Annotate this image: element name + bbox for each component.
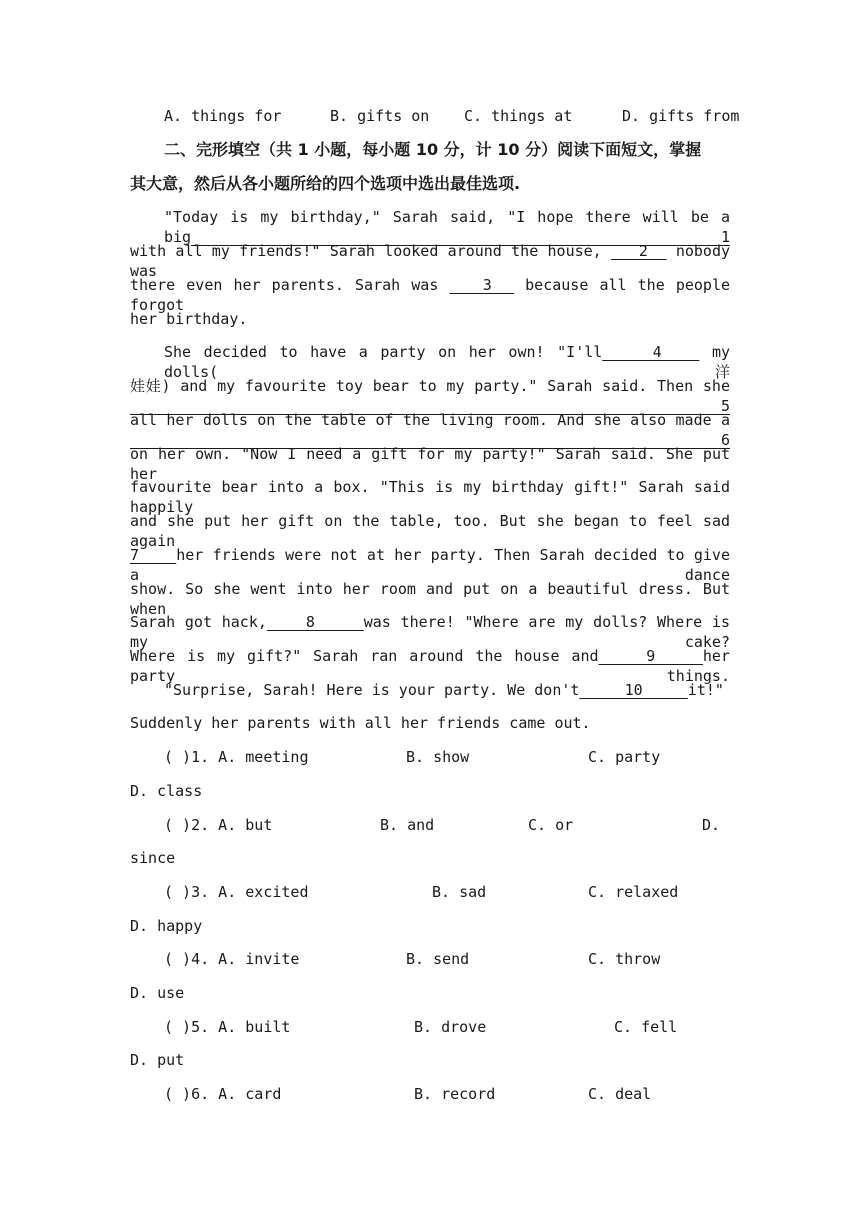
- option-d-text: since: [130, 849, 176, 867]
- passage-line: and she put her gift on the table, too. But she began to feel sad again: [130, 512, 730, 550]
- option-b: B. sad: [432, 883, 487, 901]
- passage-line: She decided to have a party on her own! "I'll 4 my dolls(洋: [164, 343, 730, 381]
- passage-line: all her dolls on the table of the living room. And she also made a 6: [130, 411, 730, 449]
- passage-line: with all my friends!" Sarah looked around the house, 2 nobody was: [130, 242, 731, 280]
- option-b: B. send: [406, 950, 470, 968]
- option-c: C. relaxed: [588, 883, 679, 901]
- option-c: C. party: [588, 748, 661, 766]
- option-c: C. or: [528, 816, 574, 834]
- blank-2: 2: [611, 242, 667, 260]
- option-b: B. show: [406, 748, 470, 766]
- question-number: ( )2. A. but: [164, 816, 273, 834]
- blank-1: 1: [191, 228, 730, 246]
- option-d: D.: [702, 816, 721, 834]
- passage-line: "Surprise, Sarah! Here is your party. We don't 10 it!": [164, 681, 724, 699]
- blank-4: 4: [602, 343, 700, 361]
- passage-line: there even her parents. Sarah was 3 because all the people forgot: [130, 276, 731, 314]
- option-b: B. and: [380, 816, 435, 834]
- passage-line: favourite bear into a box. "This is my birthday gift!" Sarah said happily: [130, 478, 730, 516]
- option-d: D. class: [130, 782, 203, 800]
- blank-8: 8: [266, 613, 364, 631]
- option-c: C. throw: [588, 950, 661, 968]
- option-b: B. drove: [414, 1018, 487, 1036]
- question-number: ( )6. A. card: [164, 1085, 282, 1103]
- blank-7: 7: [130, 546, 177, 564]
- blank-3: 3: [449, 276, 515, 294]
- passage-line: Sarah got hack, 8 was there! "Where are my dolls? Where is my cake?: [130, 613, 730, 651]
- question-number: ( )3. A. excited: [164, 883, 309, 901]
- option-a: A. things for: [164, 107, 282, 125]
- question-number: ( )1. A. meeting: [164, 748, 309, 766]
- option-b: B. gifts on: [330, 107, 430, 125]
- option-d: D. happy: [130, 917, 203, 935]
- blank-6: 6: [130, 431, 730, 449]
- blank-10: 10: [579, 681, 688, 699]
- option-d: D. gifts from: [622, 107, 740, 125]
- section-heading-line-2: 其大意，然后从各小题所给的四个选项中选出最佳选项.: [130, 174, 521, 193]
- blank-5: 5: [130, 397, 730, 415]
- passage-line: 娃娃) and my favourite toy bear to my party." Sarah said. Then she 5: [130, 377, 730, 415]
- option-d: D. put: [130, 1051, 185, 1069]
- option-b: B. record: [414, 1085, 496, 1103]
- option-c: C. fell: [614, 1018, 678, 1036]
- passage-line: on her own. "Now I need a gift for my party!" Sarah said. She put her: [130, 445, 730, 483]
- passage-line: show. So she went into her room and put on a beautiful dress. But when: [130, 580, 730, 618]
- passage-line: her birthday.: [130, 310, 248, 328]
- option-c: C. deal: [588, 1085, 652, 1103]
- section-heading-line-1: 二、完形填空（共 1 小题，每小题 10 分，计 10 分）阅读下面短文，掌握: [164, 140, 702, 159]
- passage-line: Suddenly her parents with all her friends came out.: [130, 714, 591, 732]
- blank-9: 9: [598, 647, 703, 665]
- question-number: ( )4. A. invite: [164, 950, 300, 968]
- passage-line: "Today is my birthday," Sarah said, "I hope there will be a big 1: [164, 208, 730, 246]
- passage-line: 7 her friends were not at her party. Then Sarah decided to give a dance: [130, 546, 730, 584]
- option-d: D. use: [130, 984, 185, 1002]
- question-number: ( )5. A. built: [164, 1018, 291, 1036]
- passage-line: Where is my gift?" Sarah ran around the house and 9 her party things.: [130, 647, 730, 685]
- option-c: C. things at: [464, 107, 573, 125]
